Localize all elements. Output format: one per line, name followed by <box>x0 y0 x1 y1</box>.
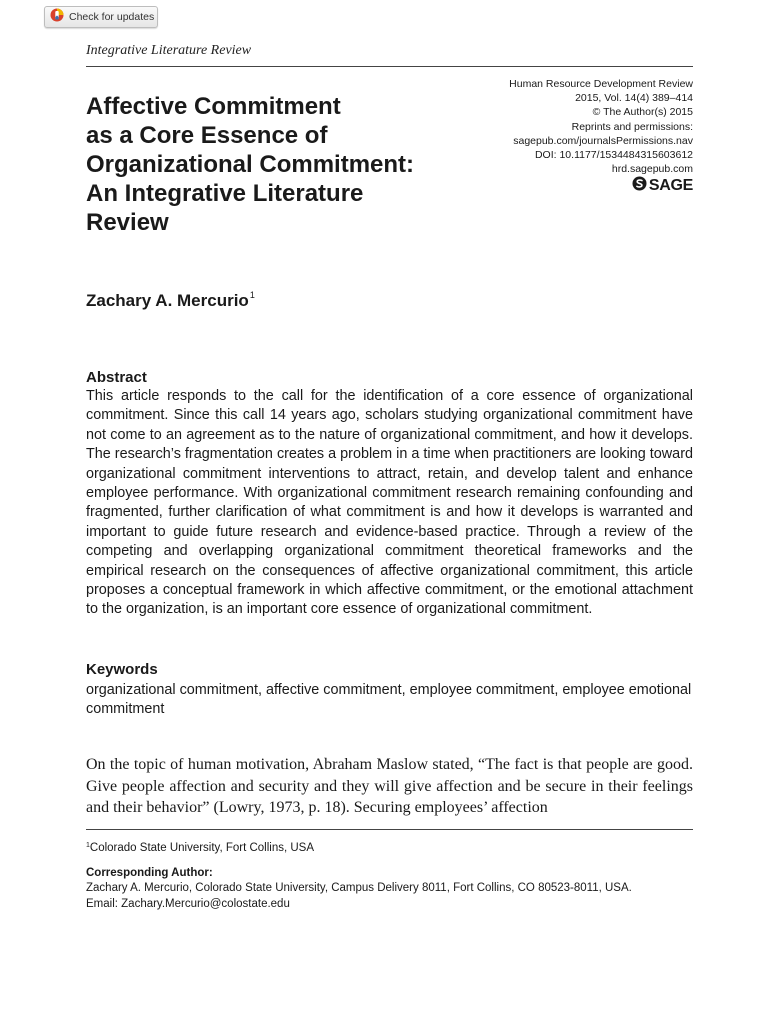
check-for-updates-label: Check for updates <box>69 11 155 23</box>
corresponding-author-address: Zachary A. Mercurio, Colorado State University, Campus Delivery 8011, Fort Collins, CO 80523-8011, USA. <box>86 882 632 894</box>
crossmark-icon <box>50 8 64 27</box>
author-affil-mark: 1 <box>249 290 255 300</box>
journal-volume: 2015, Vol. 14(4) 389–414 <box>575 92 693 105</box>
header-rule <box>86 66 693 67</box>
footnote-mark: 1 <box>86 842 90 849</box>
author-name: Zachary A. Mercurio <box>86 291 249 310</box>
abstract-text: This article responds to the call for the identification of a core essence of organizational commitment. Since this call 14 years ago, scholars studying organizational commitment have not come to an agreement as to the nature of organizational commitment, and how it develops. The research’s fragmentation creates a problem in a time when practitioners are looking toward organizational commitment interventions to attract, retain, and develop talent and enhance employee performance. With organizational commitment research remaining confounding and fragmented, further clarification of what commitment is and how it develops is warranted and important to guide future research and evidence-based practice. Through a review of the competing and overlapping organizational commitment theoretical frameworks and the empirical research on the consequences of affective organizational commitment, this article proposes a conceptual framework in which affective commitment, or the emotional attachment to the organization, is an important core essence of organizational commitment. <box>86 388 693 618</box>
journal-permissions-link[interactable]: sagepub.com/journalsPermissions.nav <box>513 134 693 147</box>
body-paragraph: On the topic of human motivation, Abraham Maslow stated, “The fact is that people are good. Give people affection and security and they will give affection and be secure in their feelings and their behavior” (Lowry, 1973, p. 18). Securing employees’ affection <box>86 756 693 816</box>
sage-logo <box>632 176 693 196</box>
affiliation-text: Colorado State University, Fort Collins, USA <box>89 842 315 854</box>
footnote-affiliation <box>86 842 314 854</box>
keywords-text: organizational commitment, affective commitment, employee commitment, employee emotional commitment <box>86 682 692 718</box>
author-line <box>86 290 255 311</box>
title-line: Affective Commitment <box>86 93 341 120</box>
title-line: as a Core Essence of <box>86 122 328 149</box>
journal-doi[interactable]: DOI: 10.1177/1534484315603612 <box>534 149 693 162</box>
title-line: An Integrative Literature <box>86 180 364 207</box>
journal-reprints: Reprints and permissions: <box>571 120 693 133</box>
journal-name: Human Resource Development Review <box>509 78 693 90</box>
check-for-updates-button[interactable] <box>44 6 158 28</box>
running-head: Integrative Literature Review <box>86 43 252 58</box>
corresponding-author-heading: Corresponding Author: <box>86 867 213 879</box>
journal-copyright: © The Author(s) 2015 <box>592 106 693 119</box>
journal-info <box>433 77 693 176</box>
sage-wordmark: SAGE <box>648 177 693 194</box>
keywords-heading: Keywords <box>86 661 158 678</box>
footnote-rule <box>86 829 693 830</box>
journal-site-link[interactable]: hrd.sagepub.com <box>611 163 693 176</box>
abstract-heading: Abstract <box>86 369 147 386</box>
corresponding-author-email[interactable]: Email: Zachary.Mercurio@colostate.edu <box>86 898 290 910</box>
title-line: Review <box>86 209 169 236</box>
sage-s-icon <box>632 176 647 196</box>
title-line: Organizational Commitment: <box>86 151 415 178</box>
